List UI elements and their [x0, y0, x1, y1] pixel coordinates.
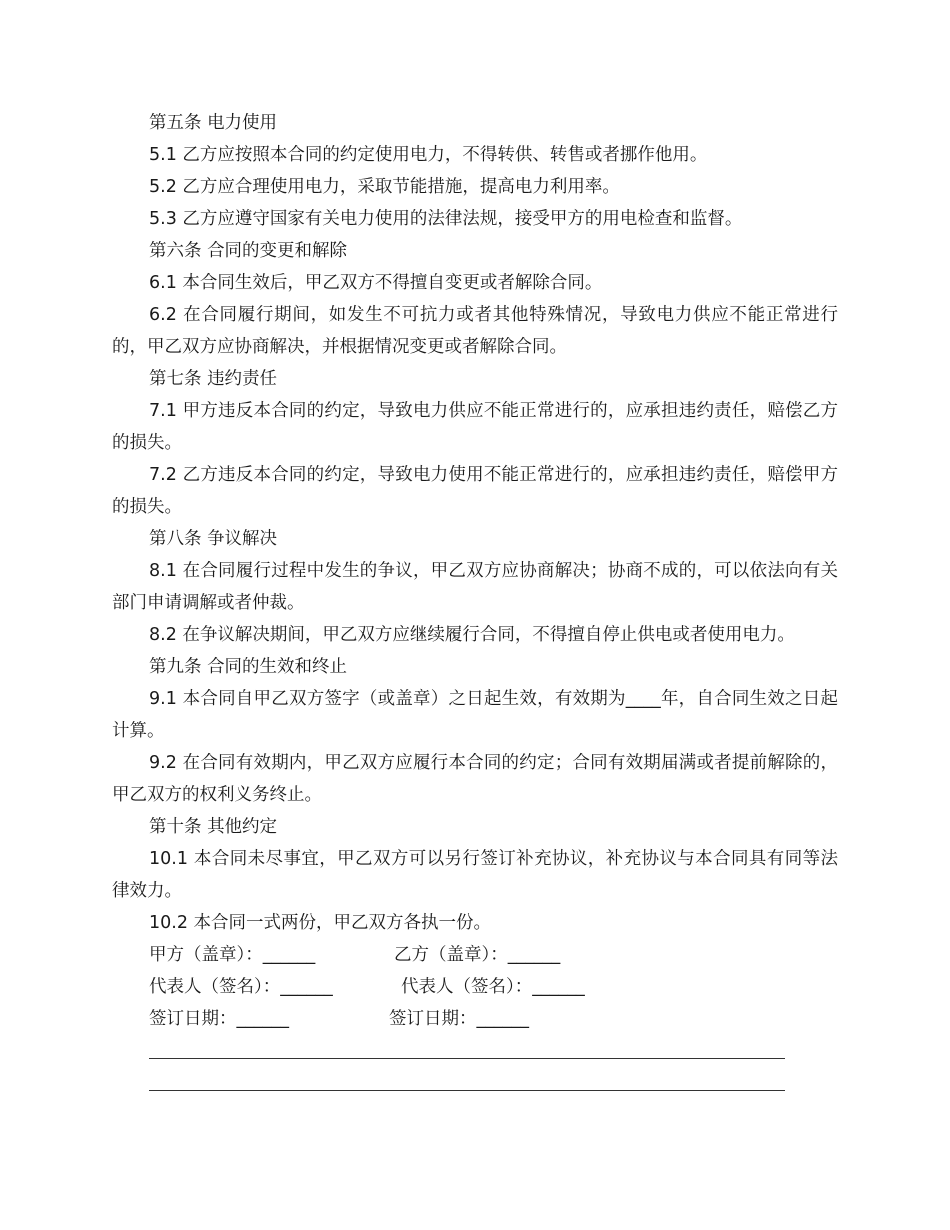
clause-5-1: 5.1 乙方应按照本合同的约定使用电力，不得转供、转售或者挪作他用。 [149, 145, 708, 165]
clause-9-2: 9.2 在合同有效期内，甲乙双方应履行本合同的约定；合同有效期届满或者提前解除的，甲乙双方的权利义务终止。 [112, 753, 838, 805]
party-a-date: 签订日期：______ [149, 1009, 289, 1029]
party-b-seal: 乙方（盖章）：______ [394, 945, 561, 965]
section-8-title: 第八条 争议解决 [149, 529, 278, 549]
signature-row-rep [112, 971, 838, 1003]
section-7-title: 第七条 违约责任 [149, 369, 278, 389]
party-a-representative: 代表人（签名）：______ [149, 977, 333, 997]
clause-7-2: 7.2 乙方违反本合同的约定，导致电力使用不能正常进行的，应承担违约责任，赔偿甲方的损失。 [112, 465, 838, 517]
party-b-representative: 代表人（签名）：______ [401, 977, 585, 997]
clause-5-3: 5.3 乙方应遵守国家有关电力使用的法律法规，接受甲方的用电检查和监督。 [149, 209, 743, 229]
party-b-date: 签订日期：______ [389, 1009, 529, 1029]
section-5-title: 第五条 电力使用 [149, 113, 278, 133]
clause-10-1: 10.1 本合同未尽事宜，甲乙双方可以另行签订补充协议，补充协议与本合同具有同等法律效力。 [112, 849, 838, 901]
signature-row-date [112, 1003, 838, 1035]
clause-10-2: 10.2 本合同一式两份，甲乙双方各执一份。 [149, 913, 492, 933]
clause-8-2: 8.2 在争议解决期间，甲乙双方应继续履行合同，不得擅自停止供电或者使用电力。 [149, 625, 795, 645]
section-10-title: 第十条 其他约定 [149, 817, 278, 837]
clause-8-1: 8.1 在合同履行过程中发生的争议，甲乙双方应协商解决；协商不成的，可以依法向有关部门申请调解或者仲裁。 [112, 561, 838, 613]
party-a-seal: 甲方（盖章）：______ [149, 945, 316, 965]
contract-page [112, 107, 838, 1099]
blank-line [149, 1035, 785, 1067]
clause-9-1: 9.1 本合同自甲乙双方签字（或盖章）之日起生效，有效期为____年，自合同生效之日起计算。 [112, 689, 838, 741]
signature-row-seal [112, 939, 838, 971]
section-6-title: 第六条 合同的变更和解除 [149, 241, 348, 261]
blank-line [149, 1067, 785, 1099]
clause-6-2: 6.2 在合同履行期间，如发生不可抗力或者其他特殊情况，导致电力供应不能正常进行的，甲乙双方应协商解决，并根据情况变更或者解除合同。 [112, 305, 838, 357]
section-9-title: 第九条 合同的生效和终止 [149, 657, 348, 677]
clause-5-2: 5.2 乙方应合理使用电力，采取节能措施，提高电力利用率。 [149, 177, 620, 197]
clause-7-1: 7.1 甲方违反本合同的约定，导致电力供应不能正常进行的，应承担违约责任，赔偿乙方的损失。 [112, 401, 838, 453]
clause-6-1: 6.1 本合同生效后，甲乙双方不得擅自变更或者解除合同。 [149, 273, 603, 293]
